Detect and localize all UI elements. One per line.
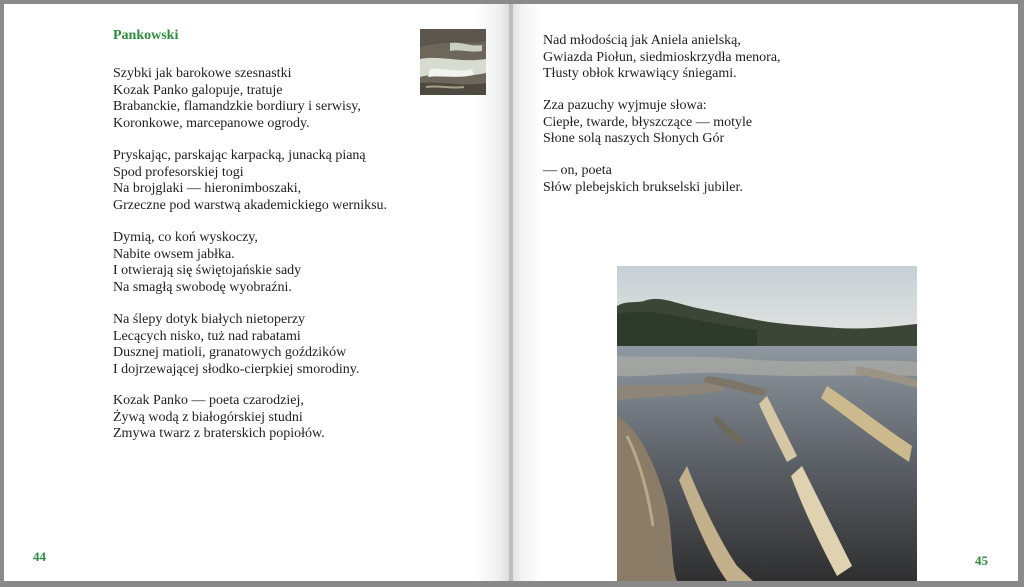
right-page (511, 4, 1018, 581)
stanza-5 (113, 393, 325, 443)
page-number-left: 44 (33, 549, 46, 564)
poem-line: Lecących nisko, tuż nad rabatami (113, 328, 301, 344)
poem-line: Spod profesorskiej togi (113, 164, 244, 180)
poem-title: Pankowski (113, 28, 179, 43)
poem-line: Tłusty obłok krwawiący śniegami. (543, 66, 737, 81)
page-number-right: 45 (975, 553, 988, 568)
poem-line: Dusznej matioli, granatowych goździków (113, 345, 347, 360)
poem-line: Koronkowe, marcepanowe ogrody. (113, 115, 310, 131)
poem-line: Grzeczne pod warstwą akademickiego werniksu. (113, 197, 388, 213)
stanza-3 (113, 230, 301, 296)
stanza-7 (543, 98, 752, 148)
book-gutter (509, 4, 513, 581)
stanza-8 (543, 163, 743, 196)
thumbnail-image (420, 29, 486, 95)
poem-line: Zmywa twarz z braterskich popiołów. (113, 426, 325, 441)
poem-line: I otwierają się świętojańskie sady (113, 263, 302, 278)
poem-line: Na smagłą swobodę wyobraźni. (113, 279, 292, 295)
poem-line: — on, poeta (543, 163, 612, 178)
poem-line: Słów plebejskich brukselski jubiler. (543, 179, 743, 195)
poem-line: Gwiazda Piołun, siedmioskrzydła menora, (543, 49, 781, 65)
stanza-2 (113, 148, 387, 214)
poem-line: Szybki jak barokowe szesnastki (113, 66, 292, 81)
stanza-1 (113, 66, 361, 132)
poem-line: Nabite owsem jabłka. (113, 246, 235, 262)
poem-line: Żywą wodą z białogórskiej studni (113, 409, 303, 425)
stanza-6 (543, 33, 781, 83)
poem-line: Kozak Panko — poeta czarodziej, (113, 393, 304, 408)
stanza-4 (113, 312, 359, 378)
poem-line: Zza pazuchy wyjmuje słowa: (543, 98, 707, 113)
poem-line: Ciepłe, twarde, błyszczące — motyle (543, 114, 753, 130)
poem-line: Kozak Panko galopuje, tratuje (113, 82, 283, 98)
poem-line: I dojrzewającej słodko-cierpkiej smorodiny. (113, 361, 360, 377)
poem-line: Nad młodością jak Aniela anielską, (543, 33, 741, 48)
poem-line: Słone solą naszych Słonych Gór (543, 131, 725, 146)
poem-line: Na brojglaki — hieronimboszaki, (113, 181, 302, 196)
poem-line: Na ślepy dotyk białych nietoperzy (113, 312, 306, 327)
book-spread (4, 4, 1018, 581)
left-page (4, 4, 511, 581)
river-photo (617, 266, 917, 581)
poem-line: Brabanckie, flamandzkie bordiury i serwisy, (113, 99, 361, 114)
poem-line: Dymią, co koń wyskoczy, (113, 230, 258, 245)
poem-line: Pryskając, parskając karpacką, junacką pianą (113, 148, 366, 163)
